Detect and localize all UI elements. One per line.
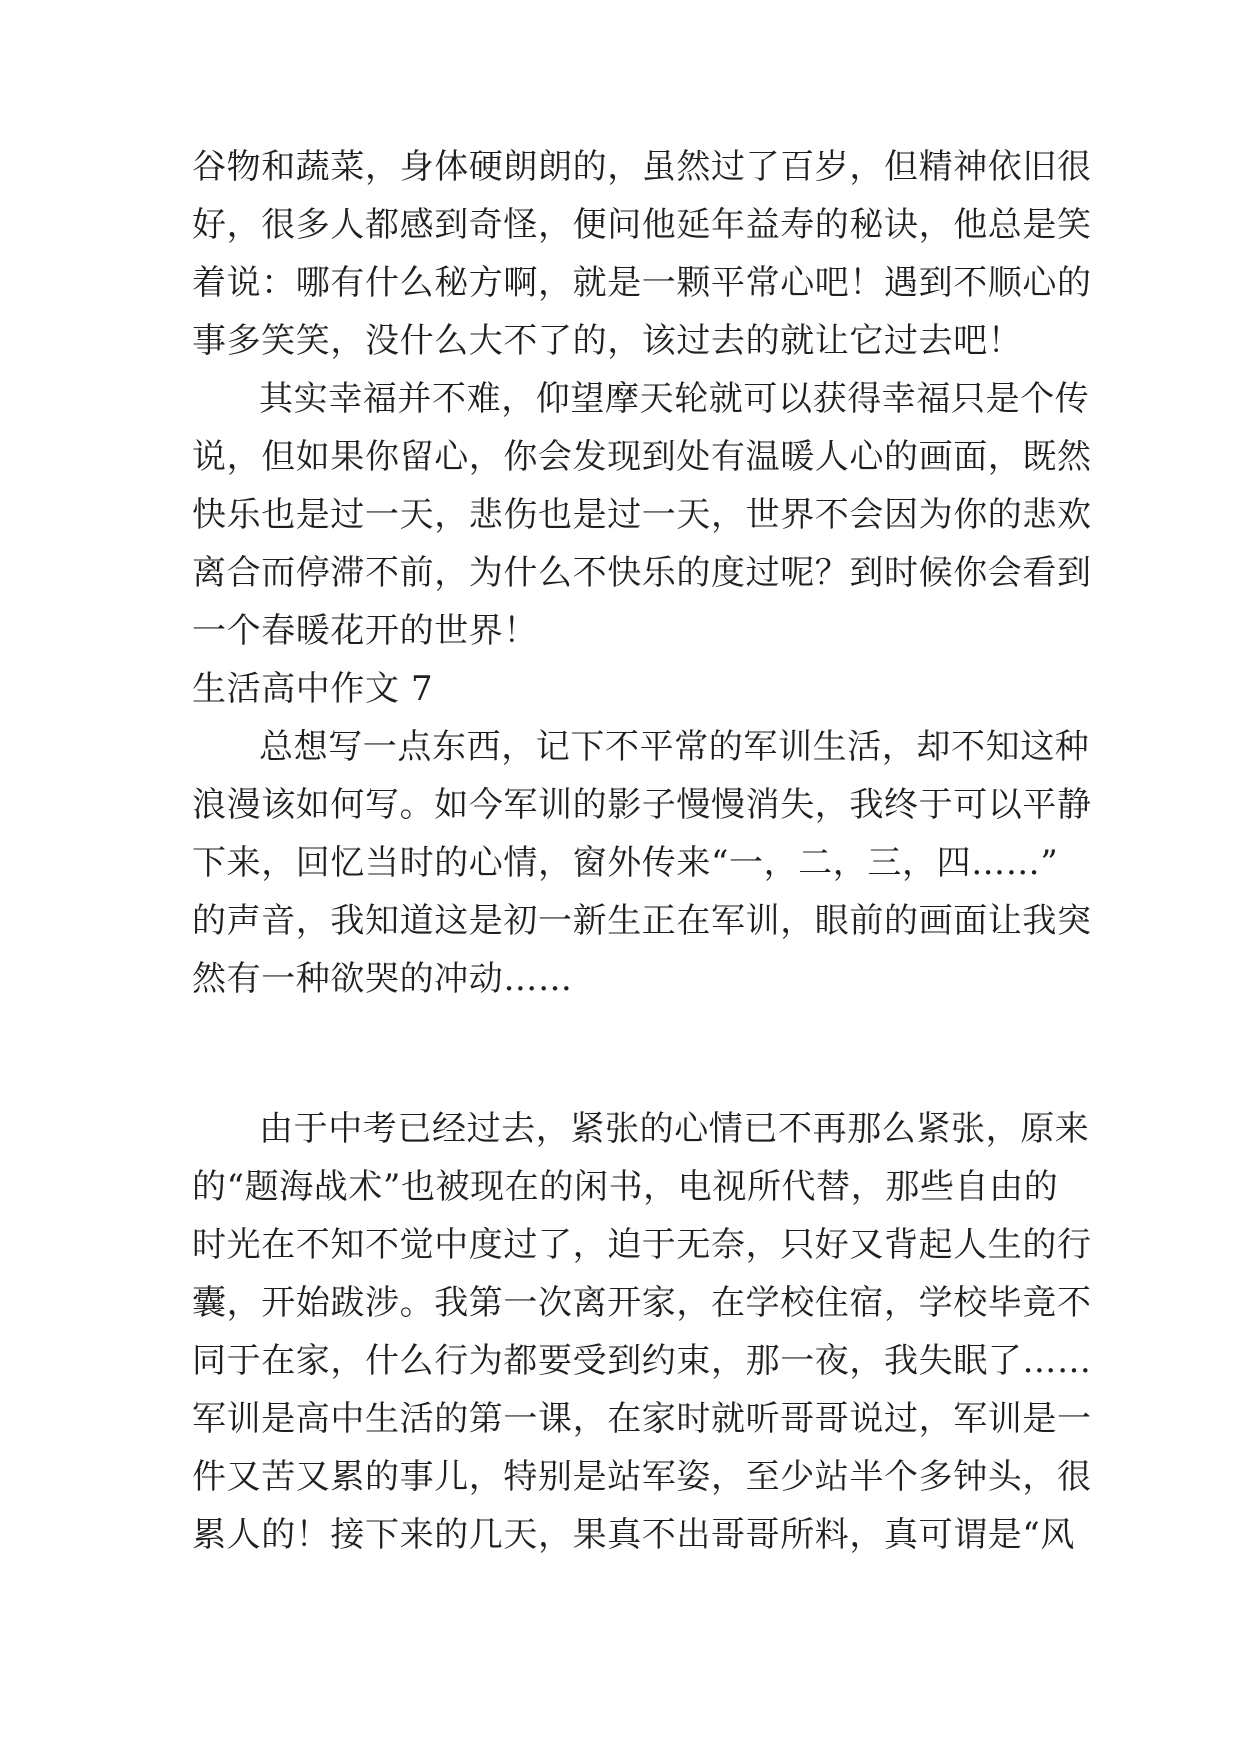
section-heading: 生活高中作文 7 [192, 669, 434, 709]
body-text-line: 军训是高中生活的第一课，在家时就听哥哥说过，军训是一 [192, 1399, 1092, 1439]
body-text-line: 一个春暖花开的世界！ [192, 611, 538, 651]
body-text-line: 事多笑笑，没什么大不了的，该过去的就让它过去吧！ [192, 321, 1023, 361]
body-text-line: 件又苦又累的事儿，特别是站军姿，至少站半个多钟头，很 [192, 1457, 1092, 1497]
body-text-line: 着说：哪有什么秘方啊，就是一颗平常心吧！遇到不顺心的 [192, 263, 1092, 303]
body-text-line: 说，但如果你留心，你会发现到处有温暖人心的画面，既然 [192, 437, 1092, 477]
body-text-line: 的声音，我知道这是初一新生正在军训，眼前的画面让我突 [192, 901, 1092, 941]
body-text-line: 下来，回忆当时的心情，窗外传来“一，二，三，四……” [192, 843, 1059, 883]
paragraph-first-line: 其实幸福并不难，仰望摩天轮就可以获得幸福只是个传 [259, 379, 1090, 419]
body-text-line: 离合而停滞不前，为什么不快乐的度过呢？到时候你会看到 [192, 553, 1092, 593]
body-text-line: 同于在家，什么行为都要受到约束，那一夜，我失眠了…… [192, 1341, 1092, 1381]
body-text-line: 累人的！接下来的几天，果真不出哥哥所料，真可谓是“风 [192, 1515, 1075, 1555]
body-text-line: 的“题海战术”也被现在的闲书，电视所代替，那些自由的 [192, 1167, 1059, 1207]
body-text-line: 浪漫该如何写。如今军训的影子慢慢消失，我终于可以平静 [192, 785, 1092, 825]
body-text-line: 快乐也是过一天，悲伤也是过一天，世界不会因为你的悲欢 [192, 495, 1092, 535]
body-text-line: 好，很多人都感到奇怪，便问他延年益寿的秘诀，他总是笑 [192, 205, 1092, 245]
paragraph-first-line: 总想写一点东西，记下不平常的军训生活，却不知这种 [259, 727, 1090, 767]
body-text-line: 时光在不知不觉中度过了，迫于无奈，只好又背起人生的行 [192, 1225, 1092, 1265]
body-text-line: 囊，开始跋涉。我第一次离开家，在学校住宿，学校毕竟不 [192, 1283, 1092, 1323]
body-text-line: 然有一种欲哭的冲动…… [192, 959, 573, 999]
body-text-line: 谷物和蔬菜，身体硬朗朗的，虽然过了百岁，但精神依旧很 [192, 147, 1092, 187]
paragraph-first-line: 由于中考已经过去，紧张的心情已不再那么紧张，原来 [259, 1109, 1090, 1149]
